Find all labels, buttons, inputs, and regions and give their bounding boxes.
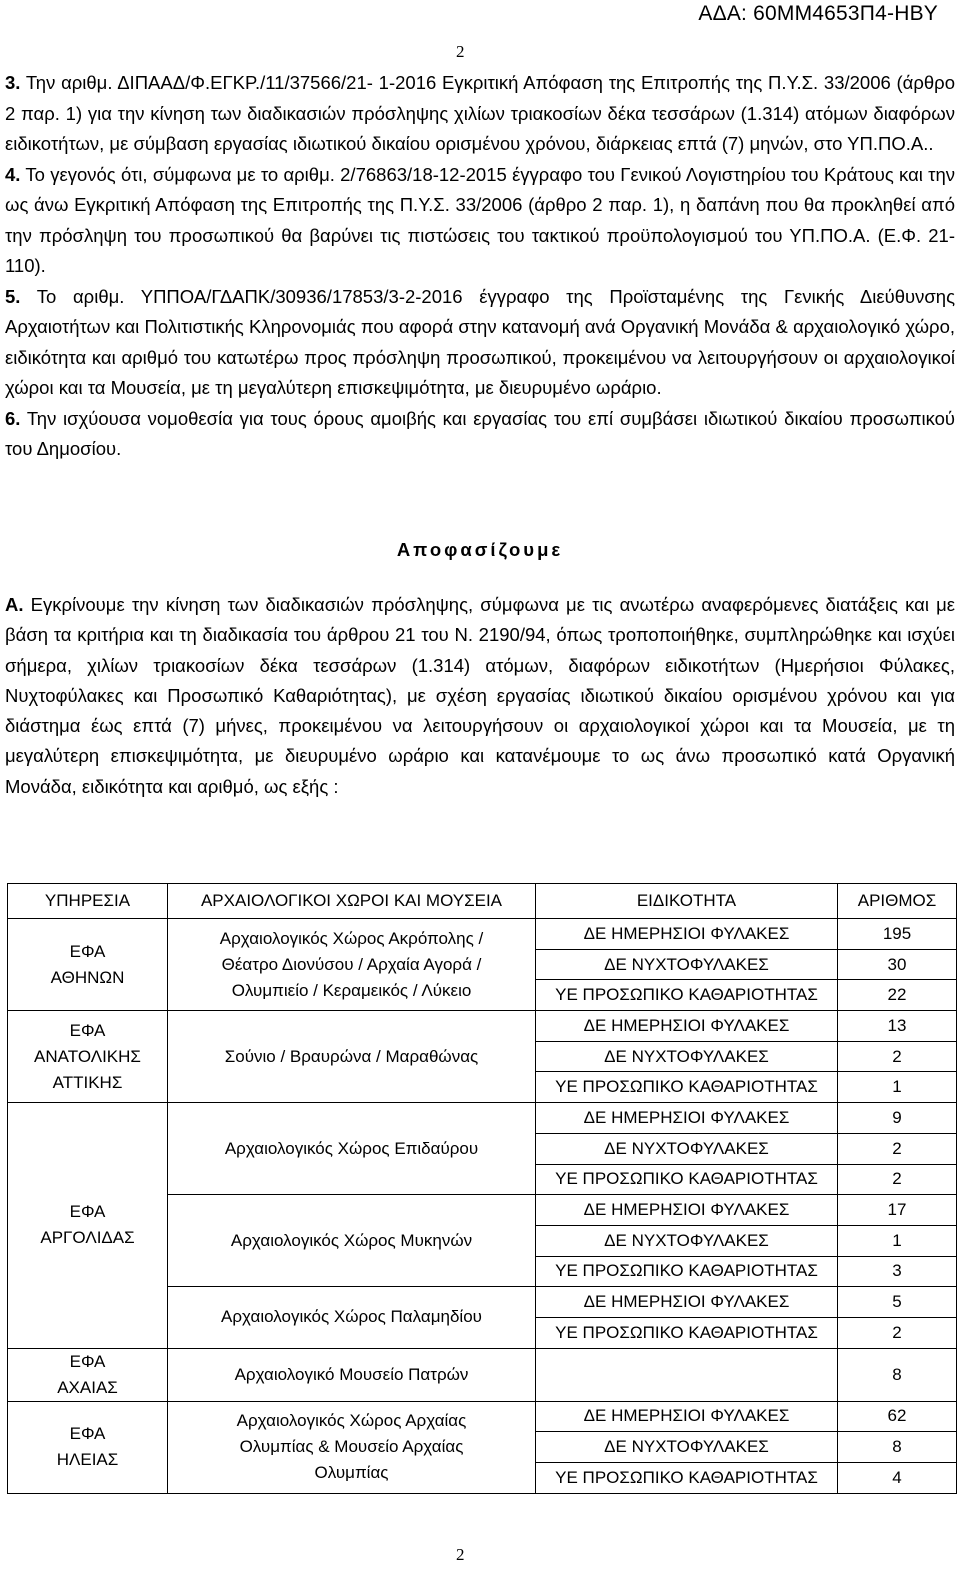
site-cell: Αρχαιολογικός Χώρος Επιδαύρου — [168, 1103, 536, 1195]
count-cell: 1 — [838, 1225, 957, 1256]
recital-4 — [5, 160, 955, 282]
header-specialty: ΕΙΔΙΚΟΤΗΤΑ — [536, 884, 838, 919]
page-number-top: 2 — [456, 42, 465, 61]
recital-text: Το γεγονός ότι, σύμφωνα με το αριθμ. 2/76863/18-12-2015 έγγραφο του Γενικού Λογιστηρίου του Κράτους και την ως άνω Εγκριτική Απόφαση της Επιτροπής της Π.Υ.Σ. 33/2006 (άρθρο 2 παρ. 1), η δαπάνη που θα προκληθεί από την πρόσληψη του προσωπικού θα βαρύνει τις πιστώσεις του τακτικού προϋπολογισμού του ΥΠ.ΠΟ.Α. (Ε.Φ. 21-110). — [5, 163, 955, 276]
service-cell: ΕΦΑ ΗΛΕΙΑΣ — [8, 1401, 168, 1493]
specialty-cell: ΔΕ ΗΜΕΡΗΣΙΟΙ ΦΥΛΑΚΕΣ — [536, 1195, 838, 1226]
count-cell: 9 — [838, 1103, 957, 1134]
recital-5 — [5, 282, 955, 404]
count-cell: 2 — [838, 1164, 957, 1195]
specialty-cell: ΔΕ ΗΜΕΡΗΣΙΟΙ ΦΥΛΑΚΕΣ — [536, 1011, 838, 1042]
service-cell: ΕΦΑ ΑΧΑΙΑΣ — [8, 1348, 168, 1401]
specialty-cell: ΥΕ ΠΡΟΣΩΠΙΚΟ ΚΑΘΑΡΙΟΤΗΤΑΣ — [536, 1164, 838, 1195]
header-sites: ΑΡΧΑΙΟΛΟΓΙΚΟΙ ΧΩΡΟΙ ΚΑΙ ΜΟΥΣΕΙΑ — [168, 884, 536, 919]
specialty-cell: ΔΕ ΝΥΧΤΟΦΥΛΑΚΕΣ — [536, 1133, 838, 1164]
count-cell: 4 — [838, 1463, 957, 1494]
recital-6 — [5, 404, 955, 465]
recital-text: Το αριθμ. ΥΠΠΟΑ/ΓΔΑΠΚ/30936/17853/3-2-2016 έγγραφο της Προϊσταμένης της Γενικής Διεύθυνσης Αρχαιοτήτων και Πολιτιστικής Κληρονομιάς που αφορά στην κατανομή ανά Οργανική Μονάδα & αρχαιολογικό χώρο, ειδικότητα και αριθμό του κατωτέρω προς πρόσληψη προσωπικού, προκειμένου να λειτουργήσουν οι αρχαιολογικοί χώροι και τα Μουσεία, με τη μεγαλύτερη επισκεψιμότητα, με διευρυμένο ωράριο. — [5, 285, 955, 398]
count-cell: 17 — [838, 1195, 957, 1226]
specialty-cell: ΥΕ ΠΡΟΣΩΠΙΚΟ ΚΑΘΑΡΙΟΤΗΤΑΣ — [536, 1072, 838, 1103]
specialty-cell: ΔΕ ΝΥΧΤΟΦΥΛΑΚΕΣ — [536, 1041, 838, 1072]
recital-number: 5. — [5, 285, 21, 307]
table-row — [8, 1401, 957, 1432]
specialty-cell: ΔΕ ΝΥΧΤΟΦΥΛΑΚΕΣ — [536, 1432, 838, 1463]
table-row — [8, 919, 957, 950]
count-cell: 5 — [838, 1287, 957, 1318]
table-row — [8, 1011, 957, 1042]
header-service: ΥΠΗΡΕΣΙΑ — [8, 884, 168, 919]
specialty-cell: ΔΕ ΗΜΕΡΗΣΙΟΙ ΦΥΛΑΚΕΣ — [536, 1287, 838, 1318]
table-header-row — [8, 884, 957, 919]
specialty-cell: ΥΕ ΠΡΟΣΩΠΙΚΟ ΚΑΘΑΡΙΟΤΗΤΑΣ — [536, 1317, 838, 1348]
service-cell: ΕΦΑ ΑΡΓΟΛΙΔΑΣ — [8, 1103, 168, 1349]
count-cell: 8 — [838, 1348, 957, 1401]
count-cell: 1 — [838, 1072, 957, 1103]
count-cell: 2 — [838, 1041, 957, 1072]
decision-text: Εγκρίνουμε την κίνηση των διαδικασιών πρόσληψης, σύμφωνα με τις ανωτέρω αναφερόμενες διατάξεις και με βάση τα κριτήρια και τη διαδικασία του άρθρου 21 του Ν. 2190/94, όπως τροποποιήθηκε, συμπληρώθηκε και ισχύει σήμερα, χιλίων τριακοσίων δέκα τεσσάρων (1.314) ατόμων, διαφόρων ειδικοτήτων (Ημερήσιοι Φύλακες, Νυχτοφύλακες και Προσωπικό Καθαριότητας), με σχέση εργασίας ιδιωτικού δικαίου ορισμένου χρόνου και για διάστημα έως επτά (7) μήνες, προκειμένου να λειτουργήσουν οι αρχαιολογικοί χώροι και τα Μουσεία, με τη μεγαλύτερη επισκεψιμότητα, με διευρυμένο ωράριο και κατανέμουμε το ως άνω προσωπικό κατά Οργανική Μονάδα, ειδικότητα και αριθμό, ως εξής : — [5, 594, 955, 797]
count-cell: 3 — [838, 1256, 957, 1287]
count-cell: 8 — [838, 1432, 957, 1463]
table-row — [8, 1103, 957, 1134]
specialty-cell: ΔΕ ΗΜΕΡΗΣΙΟΙ ΦΥΛΑΚΕΣ — [536, 1401, 838, 1432]
recital-number: 4. — [5, 163, 21, 185]
table-row — [8, 1348, 957, 1401]
decision-number: Α. — [5, 594, 24, 615]
page-number-bottom: 2 — [456, 1545, 465, 1564]
count-cell: 2 — [838, 1133, 957, 1164]
specialty-cell: ΥΕ ΠΡΟΣΩΠΙΚΟ ΚΑΘΑΡΙΟΤΗΤΑΣ — [536, 980, 838, 1011]
count-cell: 13 — [838, 1011, 957, 1042]
site-cell: Αρχαιολογικός Χώρος Αρχαίας Ολυμπίας & Μουσείο Αρχαίας Ολυμπίας — [168, 1401, 536, 1493]
specialty-cell: ΔΕ ΝΥΧΤΟΦΥΛΑΚΕΣ — [536, 949, 838, 980]
recital-number: 3. — [5, 72, 21, 93]
specialty-cell: ΔΕ ΗΜΕΡΗΣΙΟΙ ΦΥΛΑΚΕΣ — [536, 1103, 838, 1134]
recitals — [5, 68, 955, 465]
count-cell: 30 — [838, 949, 957, 980]
recital-text: Την ισχύουσα νομοθεσία για τους όρους αμοιβής και εργασίας του επί συμβάσει ιδιωτικού δικαίου προσωπικού του Δημοσίου. — [5, 407, 955, 459]
header-count: ΑΡΙΘΜΟΣ — [838, 884, 957, 919]
specialty-cell: ΔΕ ΝΥΧΤΟΦΥΛΑΚΕΣ — [536, 1225, 838, 1256]
site-cell: Αρχαιολογικό Μουσείο Πατρών — [168, 1348, 536, 1401]
specialty-cell: ΔΕ ΗΜΕΡΗΣΙΟΙ ΦΥΛΑΚΕΣ — [536, 919, 838, 950]
service-cell: ΕΦΑ ΑΘΗΝΩΝ — [8, 919, 168, 1011]
recital-text: Την αριθμ. ΔΙΠΑΑΔ/Φ.ΕΓΚΡ./11/37566/21- 1-2016 Εγκριτική Απόφαση της Επιτροπής της Π.Υ.Σ. 33/2006 (άρθρο 2 παρ. 1) για την κίνηση των διαδικασιών πρόσληψης χιλίων τριακοσίων δέκα τεσσάρων (1.314) ατόμων διαφόρων ειδικοτήτων, με σύμβαση εργασίας ιδιωτικού δικαίου ορισμένου χρόνου, διάρκειας επτά (7) μηνών, στο ΥΠ.ΠΟ.Α.. — [5, 72, 955, 154]
ada-identifier: ΑΔΑ: 60ΜΜ4653Π4-ΗΒΥ — [698, 2, 938, 25]
decision-heading: Αποφασίζουμε — [396, 539, 564, 560]
recital-number: 6. — [5, 407, 21, 429]
site-cell: Σούνιο / Βραυρώνα / Μαραθώνας — [168, 1011, 536, 1103]
staff-allocation-table — [7, 883, 957, 1494]
count-cell: 2 — [838, 1317, 957, 1348]
decision-body — [5, 590, 955, 802]
specialty-cell — [536, 1348, 838, 1401]
site-cell: Αρχαιολογικός Χώρος Μυκηνών — [168, 1195, 536, 1287]
count-cell: 195 — [838, 919, 957, 950]
specialty-cell: ΥΕ ΠΡΟΣΩΠΙΚΟ ΚΑΘΑΡΙΟΤΗΤΑΣ — [536, 1256, 838, 1287]
specialty-cell: ΥΕ ΠΡΟΣΩΠΙΚΟ ΚΑΘΑΡΙΟΤΗΤΑΣ — [536, 1463, 838, 1494]
site-cell: Αρχαιολογικός Χώρος Παλαμηδίου — [168, 1287, 536, 1348]
recital-3 — [5, 68, 955, 160]
count-cell: 62 — [838, 1401, 957, 1432]
decision-a — [5, 590, 955, 802]
count-cell: 22 — [838, 980, 957, 1011]
site-cell: Αρχαιολογικός Χώρος Ακρόπολης / Θέατρο Διονύσου / Αρχαία Αγορά / Ολυμπιείο / Κεραμεικός / Λύκειο — [168, 919, 536, 1011]
service-cell: ΕΦΑ ΑΝΑΤΟΛΙΚΗΣ ΑΤΤΙΚΗΣ — [8, 1011, 168, 1103]
